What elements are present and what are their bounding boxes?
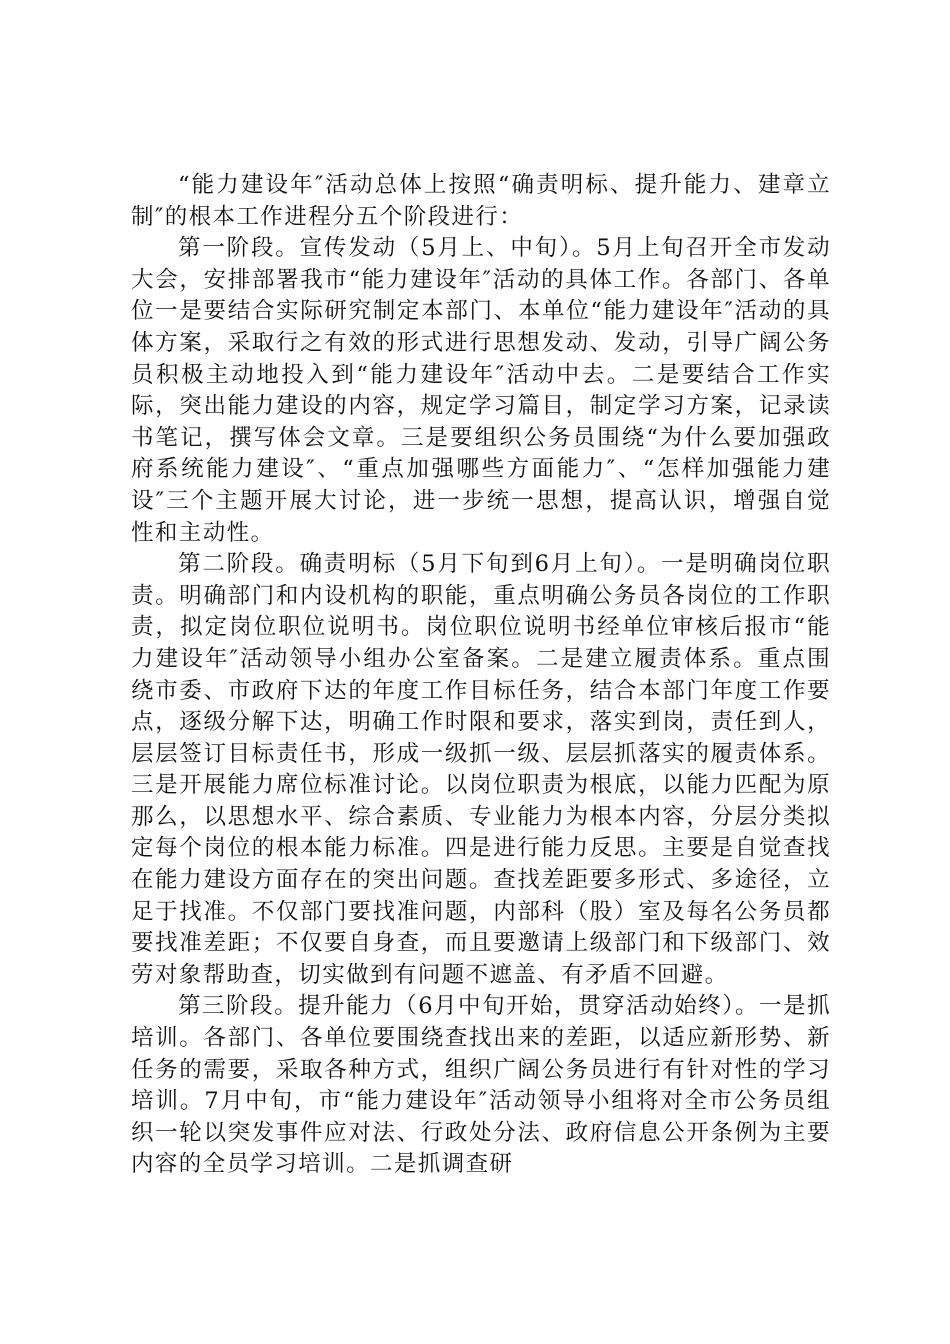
document-body [131, 170, 831, 1181]
phase-two-paragraph: 第二阶段。确责明标（5月下旬到6月上旬）。一是明确岗位职责。明确部门和内设机构的职能，重点明确公务员各岗位的工作职责，拟定岗位职位说明书。岗位职位说明书经单位审核后报市“能力建设年″活动领导小组办公室备案。二是建立履责体系。重点围绕市委、市政府下达的年度工作目标任务，结合本部门年度工作要点，逐级分解下达，明确工作时限和要求，落实到岗，责任到人，层层签订目标责任书，形成一级抓一级、层层抓落实的履责体系。三是开展能力席位标准讨论。以岗位职责为根底，以能力匹配为原那么，以思想水平、综合素质、专业能力为根本内容，分层分类拟定每个岗位的根本能力标准。四是进行能力反思。主要是自觉查找在能力建设方面存在的突出问题。查找差距要多形式、多途径，立足于找准。不仅部门要找准问题，内部科（股）室及每名公务员都要找准差距；不仅要自身查，而且要邀请上级部门和下级部门、效劳对象帮助查，切实做到有问题不遮盖、有矛盾不回避。 [131, 551, 831, 988]
phase-one-paragraph: 第一阶段。宣传发动（5月上、中旬）。5月上旬召开全市发动大会，安排部署我市“能力建设年″活动的具体工作。各部门、各单位一是要结合实际研究制定本部门、本单位“能力建设年″活动的具体方案，采取行之有效的形式进行思想发动、发动，引导广阔公务员积极主动地投入到“能力建设年″活动中去。二是要结合工作实际，突出能力建设的内容，规定学习篇目，制定学习方案，记录读书笔记，撰写体会文章。三是要组织公务员围绕“为什么要加强政府系统能力建设″、“重点加强哪些方面能力″、“怎样加强能力建设″三个主题开展大讨论，进一步统一思想，提高认识，增强自觉性和主动性。 [131, 235, 831, 546]
phase-three-paragraph: 第三阶段。提升能力（6月中旬开始，贯穿活动始终）。一是抓培训。各部门、各单位要围绕查找出来的差距，以适应新形势、新任务的需要，采取各种方式，组织广阔公务员进行有针对性的学习培训。7月中旬，市“能力建设年″活动领导小组将对全市公务员组织一轮以突发事件应对法、行政处分法、政府信息公开条例为主要内容的全员学习培训。二是抓调查研 [131, 993, 831, 1178]
intro-paragraph: “能力建设年″活动总体上按照“确责明标、提升能力、建章立制″的根本工作进程分五个阶段进行： [131, 172, 831, 230]
